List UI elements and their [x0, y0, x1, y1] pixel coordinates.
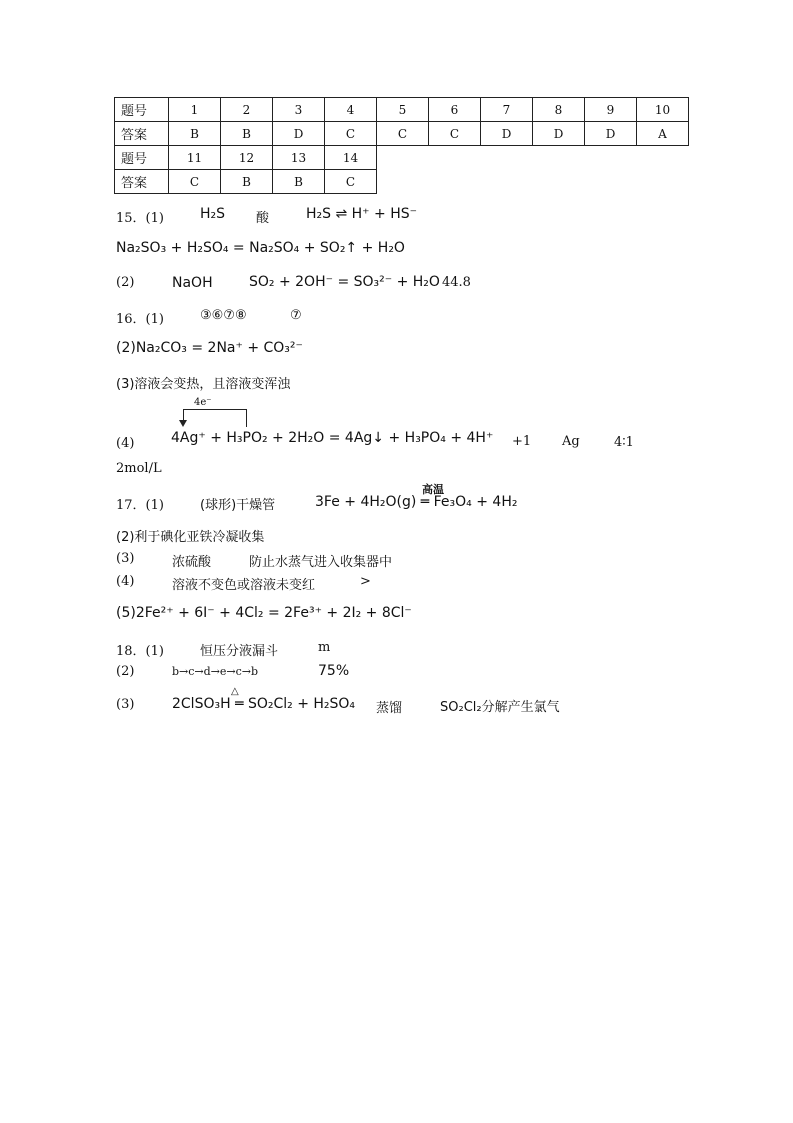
table-cell: 9 [585, 98, 637, 122]
q18-part3-answer-3: SO₂Cl₂分解产生氯气 [440, 700, 560, 715]
table-cell: 3 [273, 98, 325, 122]
q18-answer-1: 恒压分液漏斗 [200, 644, 279, 659]
table-row [115, 170, 689, 194]
q15-ionization-equation: H₂S ⇌ H⁺ + HS⁻ [306, 206, 418, 222]
q17-part4-answer-1: 溶液不变色或溶液未变红 [172, 578, 316, 593]
q16-part4-value-1: +1 [512, 434, 532, 449]
table-row [115, 146, 689, 170]
q16-answer-2: ⑦ [290, 308, 302, 323]
q17-part3-answer-1: 浓硫酸 [172, 555, 212, 570]
table-cell: 8 [533, 98, 585, 122]
q15-part2-equation: SO₂ + 2OH⁻ = SO₃²⁻ + H₂O [249, 274, 440, 290]
table-blank [377, 146, 689, 170]
table-header-cell: 题号 [115, 98, 169, 122]
table-cell: D [481, 122, 533, 146]
table-cell: B [221, 170, 273, 194]
q17-condition: 高温 [422, 483, 444, 496]
table-header-cell: 答案 [115, 122, 169, 146]
q15-part2-answer-1: NaOH [172, 275, 213, 291]
table-cell: 14 [325, 146, 377, 170]
table-cell: B [221, 122, 273, 146]
table-cell: D [585, 122, 637, 146]
electron-transfer-bracket [183, 409, 247, 427]
q17-part3-answer-2: 防止水蒸气进入收集器中 [249, 555, 393, 570]
q17-part4-answer-2: > [360, 574, 371, 589]
q18-part2-yield: 75% [318, 663, 350, 679]
table-cell: C [169, 170, 221, 194]
table-cell: B [273, 170, 325, 194]
q16-part4-value-3: 4∶1 [614, 435, 634, 450]
table-cell: 7 [481, 98, 533, 122]
table-row [115, 122, 689, 146]
table-cell: 2 [221, 98, 273, 122]
table-cell: 4 [325, 98, 377, 122]
table-cell: B [169, 122, 221, 146]
table-cell: C [377, 122, 429, 146]
table-cell: A [637, 122, 689, 146]
q17-equation: 3Fe + 4H₂O(g) ═ Fe₃O₄ + 4H₂ [315, 494, 518, 510]
q18-part2-sequence: b→c→d→e→c→b [172, 665, 259, 678]
q16-number: 16．(1) [116, 312, 164, 327]
table-header-cell: 答案 [115, 170, 169, 194]
q17-part3-number: (3) [116, 551, 135, 566]
q17-number: 17．(1) [116, 498, 164, 513]
q15-reaction-equation: Na₂SO₃ + H₂SO₄ = Na₂SO₄ + SO₂↑ + H₂O [116, 240, 405, 256]
table-cell: 5 [377, 98, 429, 122]
answer-table [114, 97, 689, 194]
q16-part4-number: (4) [116, 436, 135, 451]
table-cell: C [325, 122, 377, 146]
table-cell: 13 [273, 146, 325, 170]
table-cell: 6 [429, 98, 481, 122]
table-cell: 10 [637, 98, 689, 122]
table-blank [377, 170, 689, 194]
q16-part4-value-2: Ag [562, 434, 580, 449]
q18-part3-equation: 2ClSO₃H ═ SO₂Cl₂ + H₂SO₄ [172, 696, 356, 712]
q16-part4-value-4: 2mol/L [116, 461, 162, 476]
q18-part3-number: (3) [116, 697, 135, 712]
q15-part2-answer-3: 44.8 [442, 275, 471, 290]
table-cell: 11 [169, 146, 221, 170]
q16-part2-equation: (2)Na₂CO₃ = 2Na⁺ + CO₃²⁻ [116, 340, 303, 356]
q15-part2-number: (2) [116, 275, 135, 290]
q18-part2-number: (2) [116, 664, 135, 679]
q17-part2: (2)利于碘化亚铁冷凝收集 [116, 530, 265, 545]
table-header-cell: 题号 [115, 146, 169, 170]
table-cell: 12 [221, 146, 273, 170]
q17-answer-1: (球形)干燥管 [200, 498, 276, 513]
table-cell: D [533, 122, 585, 146]
q15-answer-1: H₂S [200, 206, 226, 222]
q17-part4-number: (4) [116, 574, 135, 589]
q18-number: 18．(1) [116, 644, 164, 659]
q15-answer-2: 酸 [256, 211, 270, 226]
q15-number: 15．(1) [116, 211, 164, 226]
q18-part3-answer-2: 蒸馏 [376, 701, 403, 716]
table-cell: 1 [169, 98, 221, 122]
arrow-down-icon [179, 420, 187, 427]
electron-transfer-label: 4e⁻ [194, 397, 212, 408]
table-row [115, 98, 689, 122]
table-cell: C [429, 122, 481, 146]
q18-condition: △ [231, 686, 239, 697]
q17-part5-equation: (5)2Fe²⁺ + 6I⁻ + 4Cl₂ = 2Fe³⁺ + 2I₂ + 8Cl⁻ [116, 605, 412, 621]
q16-part4-equation: 4Ag⁺ + H₃PO₂ + 2H₂O = 4Ag↓ + H₃PO₄ + 4H⁺ [171, 430, 494, 446]
q18-answer-2: m [318, 640, 331, 655]
q16-part3: (3)溶液会变热，且溶液变浑浊 [116, 377, 291, 392]
q16-answer-1: ③⑥⑦⑧ [200, 308, 247, 323]
table-cell: D [273, 122, 325, 146]
table-cell: C [325, 170, 377, 194]
